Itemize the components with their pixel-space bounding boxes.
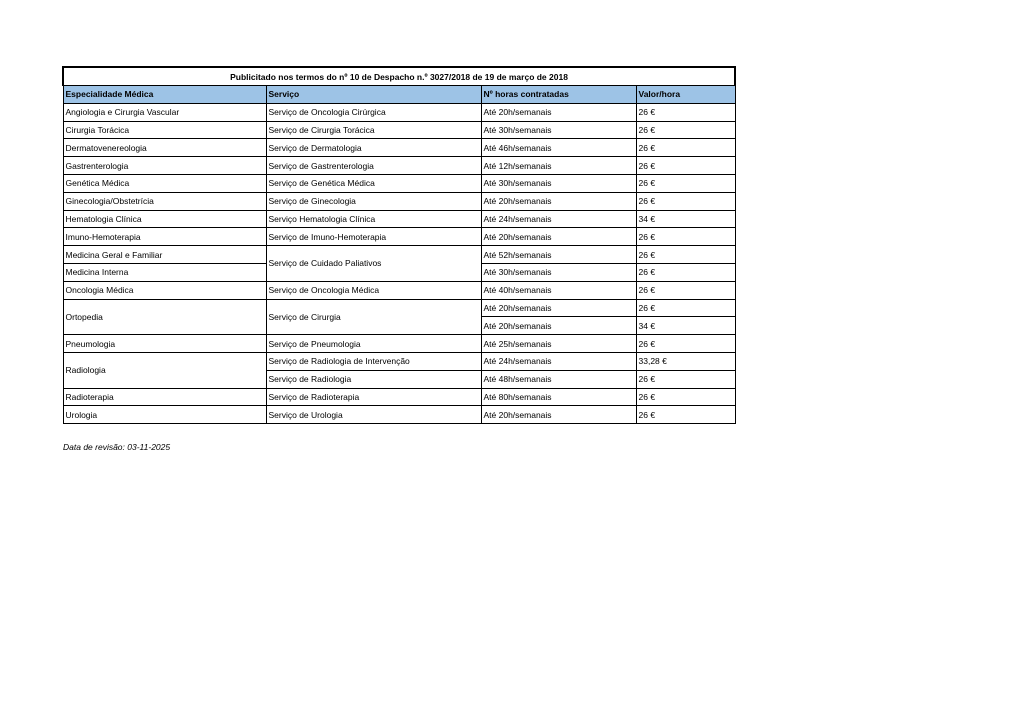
cell-horas: Até 52h/semanais <box>481 246 636 264</box>
cell-especialidade: Ginecologia/Obstetrícia <box>63 192 266 210</box>
cell-valor: 26 € <box>636 370 735 388</box>
table-row <box>63 228 735 246</box>
cell-servico: Serviço de Urologia <box>266 406 481 424</box>
cell-especialidade: Medicina Interna <box>63 263 266 281</box>
table-title-row <box>63 67 735 86</box>
header-horas: Nº horas contratadas <box>481 86 636 104</box>
cell-valor: 26 € <box>636 335 735 353</box>
cell-valor: 34 € <box>636 210 735 228</box>
cell-servico: Serviço de Radiologia <box>266 370 481 388</box>
cell-horas: Até 30h/semanais <box>481 121 636 139</box>
cell-servico: Serviço de Radioterapia <box>266 388 481 406</box>
cell-horas: Até 20h/semanais <box>481 299 636 317</box>
table-row <box>63 157 735 175</box>
cell-valor: 33,28 € <box>636 352 735 370</box>
table-row <box>63 121 735 139</box>
table-row <box>63 192 735 210</box>
table-row <box>63 299 735 317</box>
cell-especialidade: Ortopedia <box>63 299 266 335</box>
table-row <box>63 103 735 121</box>
cell-servico: Serviço Hematologia Clínica <box>266 210 481 228</box>
cell-horas: Até 20h/semanais <box>481 406 636 424</box>
cell-horas: Até 48h/semanais <box>481 370 636 388</box>
cell-valor: 26 € <box>636 406 735 424</box>
cell-servico: Serviço de Ginecologia <box>266 192 481 210</box>
cell-valor: 26 € <box>636 103 735 121</box>
cell-horas: Até 20h/semanais <box>481 317 636 335</box>
specialty-table <box>62 66 736 424</box>
cell-servico: Serviço de Oncologia Médica <box>266 281 481 299</box>
cell-horas: Até 30h/semanais <box>481 174 636 192</box>
cell-especialidade: Genética Médica <box>63 174 266 192</box>
cell-valor: 26 € <box>636 121 735 139</box>
header-especialidade: Especialidade Médica <box>63 86 266 104</box>
cell-valor: 26 € <box>636 174 735 192</box>
cell-valor: 26 € <box>636 157 735 175</box>
cell-valor: 26 € <box>636 281 735 299</box>
table-row <box>63 210 735 228</box>
table-row <box>63 406 735 424</box>
cell-especialidade: Urologia <box>63 406 266 424</box>
cell-horas: Até 40h/semanais <box>481 281 636 299</box>
cell-servico: Serviço de Oncologia Cirúrgica <box>266 103 481 121</box>
cell-horas: Até 20h/semanais <box>481 228 636 246</box>
cell-valor: 26 € <box>636 246 735 264</box>
cell-valor: 26 € <box>636 139 735 157</box>
cell-valor: 26 € <box>636 388 735 406</box>
cell-especialidade: Oncologia Médica <box>63 281 266 299</box>
cell-horas: Até 20h/semanais <box>481 103 636 121</box>
table-row <box>63 352 735 370</box>
cell-especialidade: Imuno-Hemoterapia <box>63 228 266 246</box>
cell-horas: Até 25h/semanais <box>481 335 636 353</box>
cell-horas: Até 20h/semanais <box>481 192 636 210</box>
table-row <box>63 246 735 264</box>
cell-valor: 26 € <box>636 263 735 281</box>
table-row <box>63 139 735 157</box>
header-valor: Valor/hora <box>636 86 735 104</box>
cell-horas: Até 24h/semanais <box>481 210 636 228</box>
cell-horas: Até 12h/semanais <box>481 157 636 175</box>
cell-especialidade: Radioterapia <box>63 388 266 406</box>
cell-horas: Até 30h/semanais <box>481 263 636 281</box>
cell-horas: Até 80h/semanais <box>481 388 636 406</box>
table-row <box>63 174 735 192</box>
cell-servico: Serviço de Cuidado Paliativos <box>266 246 481 282</box>
cell-especialidade: Hematologia Clínica <box>63 210 266 228</box>
table-header-row <box>63 86 735 104</box>
cell-servico: Serviço de Cirurgia Torácica <box>266 121 481 139</box>
cell-horas: Até 46h/semanais <box>481 139 636 157</box>
table-row <box>63 388 735 406</box>
cell-valor: 26 € <box>636 299 735 317</box>
cell-especialidade: Radiologia <box>63 352 266 388</box>
cell-especialidade: Gastrenterologia <box>63 157 266 175</box>
cell-especialidade: Pneumologia <box>63 335 266 353</box>
cell-valor: 34 € <box>636 317 735 335</box>
cell-valor: 26 € <box>636 192 735 210</box>
cell-servico: Serviço de Imuno-Hemoterapia <box>266 228 481 246</box>
cell-servico: Serviço de Genética Médica <box>266 174 481 192</box>
cell-servico: Serviço de Radiologia de Intervenção <box>266 352 481 370</box>
cell-especialidade: Cirurgia Torácica <box>63 121 266 139</box>
table-title: Publicitado nos termos do nº 10 de Despacho n.º 3027/2018 de 19 de março de 2018 <box>63 67 735 86</box>
cell-servico: Serviço de Pneumologia <box>266 335 481 353</box>
table-row <box>63 281 735 299</box>
cell-servico: Serviço de Gastrenterologia <box>266 157 481 175</box>
cell-servico: Serviço de Dermatologia <box>266 139 481 157</box>
cell-especialidade: Dermatovenereologia <box>63 139 266 157</box>
table-row <box>63 335 735 353</box>
cell-especialidade: Angiologia e Cirurgia Vascular <box>63 103 266 121</box>
header-servico: Serviço <box>266 86 481 104</box>
cell-valor: 26 € <box>636 228 735 246</box>
revision-date: Data de revisão: 03-11-2025 <box>63 442 171 452</box>
cell-especialidade: Medicina Geral e Familiar <box>63 246 266 264</box>
cell-servico: Serviço de Cirurgia <box>266 299 481 335</box>
cell-horas: Até 24h/semanais <box>481 352 636 370</box>
